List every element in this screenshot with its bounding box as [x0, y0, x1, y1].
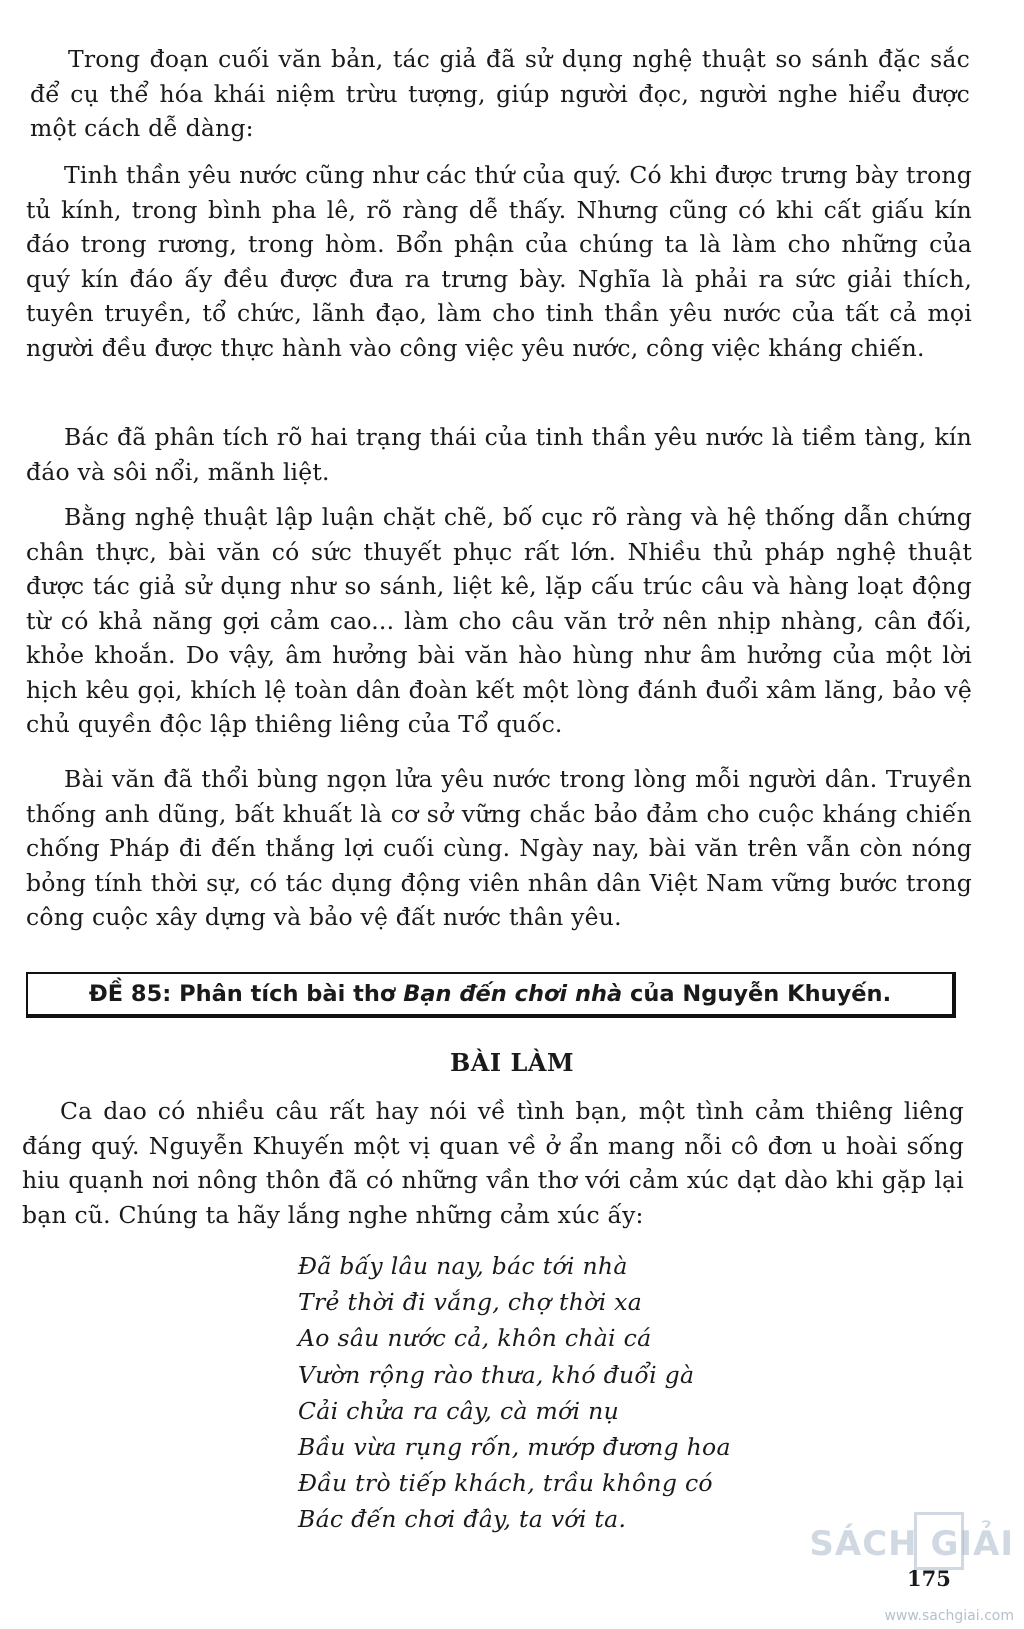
paragraph-essay-intro: Ca dao có nhiều câu rất hay nói về tình bạn, một tình cảm thiêng liêng đáng quý. Nguyễn Khuyến một vị quan về ở ẩn mang nỗi cô đơn u hoài sống hiu quạnh nơi nông thôn đã có những vần thơ với cảm xúc dạt dào khi gặp lại bạn cũ. Chúng ta hãy lắng nghe những cảm xúc ấy: [22, 1097, 964, 1229]
poem-line: Vườn rộng rào thưa, khó đuổi gà [298, 1360, 695, 1389]
poem-line: Đã bấy lâu nay, bác tới nhà [298, 1252, 628, 1280]
watermark-brand: SÁCH GIẢI [809, 1524, 1014, 1564]
heading-poem-title: Bạn đến chơi nhà [403, 981, 623, 1007]
section-subheading: BÀI LÀM [449, 1048, 575, 1077]
heading-suffix: của Nguyễn Khuyến. [630, 981, 892, 1007]
heading-prefix: Phân tích bài thơ [179, 981, 396, 1007]
heading-label: ĐỀ 85: [88, 981, 172, 1007]
exercise-heading [26, 972, 956, 1018]
page-number: 175 [907, 1566, 951, 1591]
watermark-logo [809, 1500, 1018, 1624]
poem-line: Đầu trò tiếp khách, trầu không có [298, 1469, 713, 1498]
paragraph-quote: Tinh thần yêu nước cũng như các thứ của quý. Có khi được trưng bày trong tủ kính, trong bình pha lê, rõ ràng dễ thấy. Nhưng cũng có khi cất giấu kín đáo trong rương, trong hòm. Bổn phận của chúng ta là làm cho những của quý kín đáo ấy đều được đưa ra trưng bày. Nghĩa là phải ra sức giải thích, tuyên truyền, tổ chức, lãnh đạo, làm cho tinh thần yêu nước của tất cả mọi người đều được thực hành vào công việc yêu nước, công việc kháng chiến. [26, 161, 972, 362]
paragraph-art: Bằng nghệ thuật lập luận chặt chẽ, bố cục rõ ràng và hệ thống dẫn chứng chân thực, bài văn có sức thuyết phục rất lớn. Nhiều thủ pháp nghệ thuật được tác giả sử dụng như so sánh, liệt kê, lặp cấu trúc câu và hàng loạt động từ có khả năng gợi cảm cao... làm cho câu văn trở nên nhịp nhàng, cân đối, khỏe khoắn. Do vậy, âm hưởng bài văn hào hùng như âm hưởng của một lời hịch kêu gọi, khích lệ toàn dân đoàn kết một lòng đánh đuổi xâm lăng, bảo vệ chủ quyền độc lập thiêng liêng của Tổ quốc. [26, 503, 972, 738]
poem-line: Bầu vừa rụng rốn, mướp đương hoa [298, 1433, 731, 1462]
paragraph-intro: Trong đoạn cuối văn bản, tác giả đã sử dụng nghệ thuật so sánh đặc sắc để cụ thể hóa khái niệm trừu tượng, giúp người đọc, người nghe hiểu được một cách dễ dàng: [30, 45, 970, 142]
poem [298, 1248, 818, 1538]
watermark-url: www.sachgiai.com [884, 1608, 1014, 1624]
poem-line: Trẻ thời đi vắng, chợ thời xa [298, 1288, 643, 1317]
poem-line: Ao sâu nước cả, khôn chài cá [298, 1324, 652, 1353]
poem-line: Cải chửa ra cây, cà mới nụ [298, 1396, 619, 1425]
paragraph-conclusion: Bài văn đã thổi bùng ngọn lửa yêu nước trong lòng mỗi người dân. Truyền thống anh dũng, bất khuất là cơ sở vững chắc bảo đảm cho cuộc kháng chiến chống Pháp đi đến thắng lợi cuối cùng. Ngày nay, bài văn trên vẫn còn nóng bỏng tính thời sự, có tác dụng động viên nhân dân Việt Nam vững bước trong công cuộc xây dựng và bảo vệ đất nước thân yêu. [26, 765, 972, 931]
paragraph-analysis: Bác đã phân tích rõ hai trạng thái của tinh thần yêu nước là tiềm tàng, kín đáo và sôi nổi, mãnh liệt. [26, 423, 972, 486]
poem-line: Bác đến chơi đây, ta với ta. [298, 1505, 627, 1534]
